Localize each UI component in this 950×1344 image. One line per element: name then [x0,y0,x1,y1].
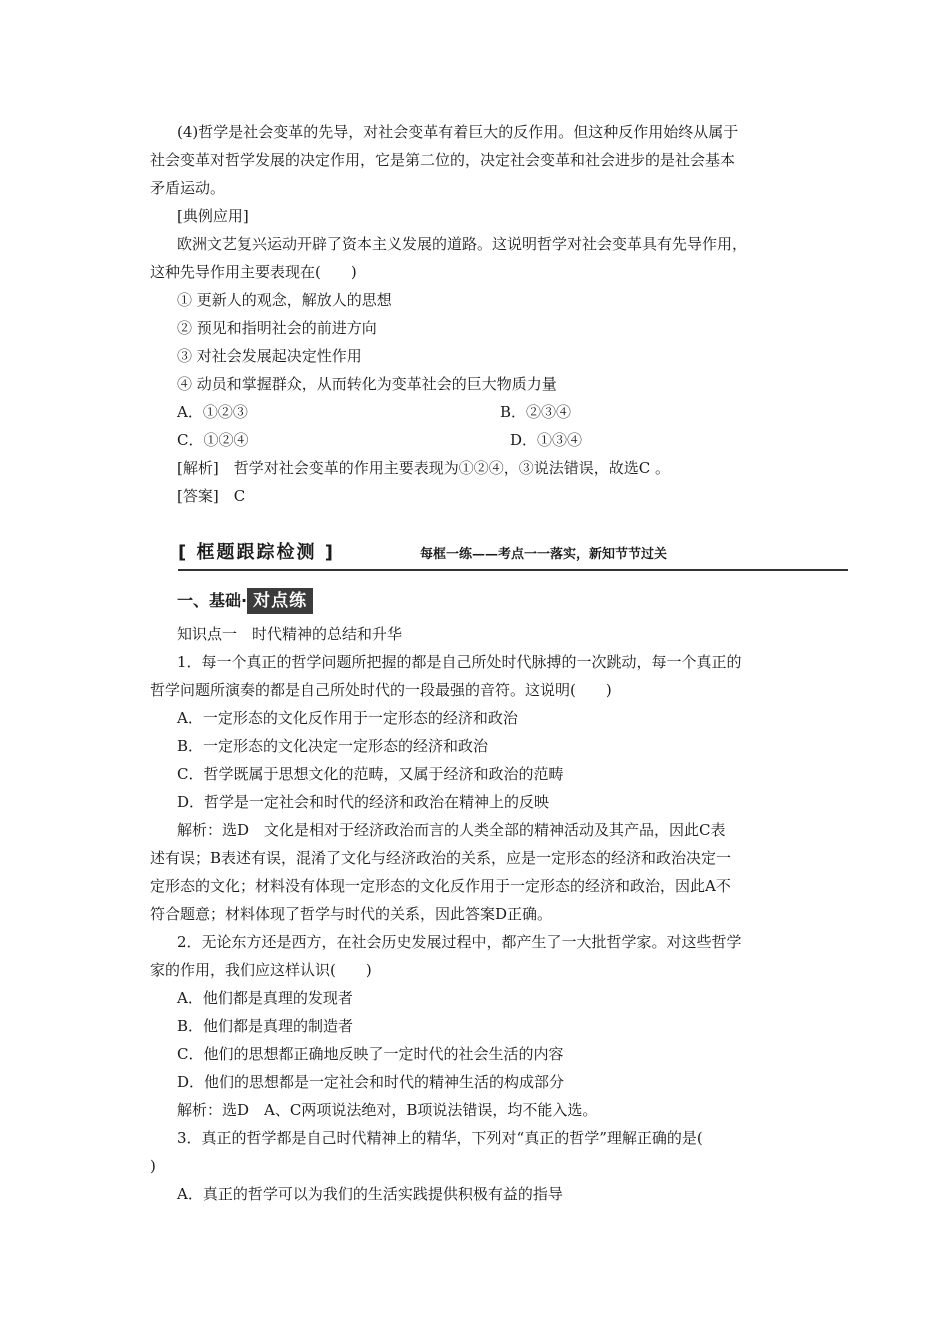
analysis-text: 解析：选D A、C两项说法绝对，B项说法错误，均不能入选。 [177,1101,598,1119]
statement-item: ① 更新人的观念，解放人的思想 [177,291,392,309]
analysis-text: 解析：选D 文化是相对于经济政治而言的人类全部的精神活动及其产品，因此C表 [177,821,726,839]
option-a: A．他们都是真理的发现者 [177,989,353,1007]
option-d: D．①③④ [510,431,583,449]
question-stem: 2．无论东方还是西方，在社会历史发展过程中，都产生了一大批哲学家。对这些哲学 [177,933,742,951]
option-d: D．哲学是一定社会和时代的经济和政治在精神上的反映 [177,793,550,811]
section-title: [ 框题跟踪检测 ] [178,542,335,563]
option-c: C．哲学既属于思想文化的范畴，又属于经济和政治的范畴 [177,765,564,783]
question-stem: 欧洲文艺复兴运动开辟了资本主义发展的道路。这说明哲学对社会变革具有先导作用， [177,235,748,253]
level-heading [177,588,313,614]
option-c: C．他们的思想都正确地反映了一定时代的社会生活的内容 [177,1045,564,1063]
example-label: [典例应用] [177,207,249,225]
statement-item: ③ 对社会发展起决定性作用 [177,347,362,365]
option-a: A．真正的哲学可以为我们的生活实践提供积极有益的指导 [177,1185,563,1203]
answer-text: [答案] C [177,487,246,505]
analysis-text: 定形态的文化；材料没有体现一定形态的文化反作用于一定形态的经济和政治，因此A不 [150,877,731,895]
level-badge: 对点练 [247,588,313,614]
paragraph-line: 社会变革对哲学发展的决定作用，它是第二位的，决定社会变革和社会进步的是社会基本 [150,151,736,169]
level-prefix: 一、基础· [177,591,248,610]
section-header [178,540,848,570]
statement-item: ② 预见和指明社会的前进方向 [177,319,377,337]
analysis-text: 符合题意；材料体现了哲学与时代的关系，因此答案D正确。 [150,905,553,923]
question-stem: 这种先导作用主要表现在( ) [150,263,357,281]
option-a: A．①②③ [177,403,248,421]
option-b: B．一定形态的文化决定一定形态的经济和政治 [177,737,489,755]
analysis-text: 述有误；B表述有误，混淆了文化与经济政治的关系，应是一定形态的经济和政治决定一 [150,849,732,867]
question-stem: ) [150,1157,156,1175]
option-b: B．他们都是真理的制造者 [177,1017,354,1035]
section-slogan: 每框一练——考点一一落实，新知节节过关 [420,547,668,562]
statement-item: ④ 动员和掌握群众，从而转化为变革社会的巨大物质力量 [177,375,557,393]
question-stem: 1．每一个真正的哲学问题所把握的都是自己所处时代脉搏的一次跳动，每一个真正的 [177,653,742,671]
section-divider [178,569,848,571]
analysis-text: [解析] 哲学对社会变革的作用主要表现为①②④，③说法错误，故选C 。 [177,459,670,477]
option-a: A．一定形态的文化反作用于一定形态的经济和政治 [177,709,518,727]
option-c: C．①②④ [177,431,249,449]
question-stem: 3．真正的哲学都是自己时代精神上的精华，下列对“真正的哲学”理解正确的是( [177,1129,703,1147]
option-d: D．他们的思想都是一定社会和时代的精神生活的构成部分 [177,1073,565,1091]
paragraph-line: (4)哲学是社会变革的先导，对社会变革有着巨大的反作用。但这种反作用始终从属于 [177,123,739,141]
question-stem: 哲学问题所演奏的都是自己所处时代的一段最强的音符。这说明( ) [150,681,612,699]
knowledge-point-heading: 知识点一 时代精神的总结和升华 [177,625,403,643]
option-b: B．②③④ [500,403,572,421]
paragraph-line: 矛盾运动。 [150,179,226,197]
question-stem: 家的作用，我们应这样认识( ) [150,961,372,979]
